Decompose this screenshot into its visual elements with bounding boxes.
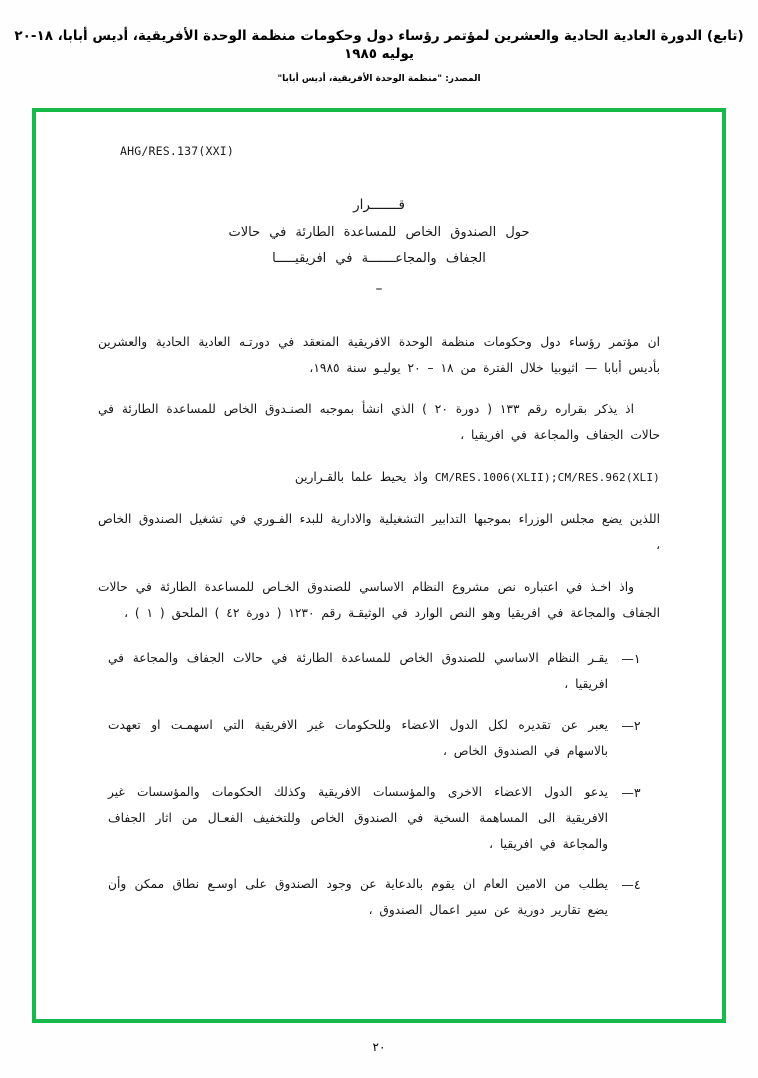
list-item xyxy=(108,713,654,765)
resolution-code: AHG/RES.137(XXI) xyxy=(120,144,234,158)
page-number: ٢٠ xyxy=(372,1040,386,1054)
list-item-text: يقـر النظام الاساسي للصندوق الخاص للمساعدة الطارئة في حالات الجفاف والمجاعة في افريقيا ، xyxy=(108,651,608,692)
content-inner xyxy=(36,112,722,1019)
preamble-paragraph-4: اللذين يضع مجلس الوزراء بموجبها التدابير التشغيلية والادارية للبدء الفـوري في تشغيل الصندوق الخاص ، xyxy=(98,511,660,552)
content-frame xyxy=(32,108,726,1023)
list-item-text: يدعو الدول الاعضاء الاخرى والمؤسسات الافريقية وكذلك الحكومات والمؤسسات غير الافريقية الى المساهمة السخية في الصندوق الخاص وللتخفيف الفعـال من اثار الجفاف والمجاعة في افريقيا ، xyxy=(108,784,608,851)
preamble-paragraph-5: واذ اخـذ في اعتباره نص مشروع النظام الاساسي للصندوق الخـاص للمساعدة الطارئة في حالات الجفاف والمجاعة في افريقيا وهو النص الوارد في الوثيقـة رقم ١٢٣٠ ( دورة ٤٢ ) الملحق ( ١ ) ، xyxy=(98,579,660,620)
document-title-divider: – xyxy=(375,280,383,297)
document-title-line-2: حول الصندوق الخاص للمساعدة الطارئة في حالات xyxy=(228,224,530,240)
list-item xyxy=(108,872,654,924)
list-item-marker: ١— xyxy=(621,651,641,667)
council-resolution-codes: CM/RES.1006(XLII);CM/RES.962(XLI) xyxy=(434,471,660,485)
preamble-paragraph-3-wrap xyxy=(98,465,660,491)
header-title: (تابع) الدورة العادية الحادية والعشرين لمؤتمر رؤساء دول وحكومات منظمة الوحدة الأفريقية، أديس أبابا، ١٨-٢٠ يوليه ١٩٨٥ xyxy=(14,28,744,62)
document-title-line-3: الجفاف والمجاعـــــــة في افريقيـــــا xyxy=(272,251,486,267)
list-item-text: يعبر عن تقديره لكل الدول الاعضاء وللحكومات غير الافريقية التي اسهمـت او تعهدت بالاسهام في الصندوق الخاص ، xyxy=(108,718,608,758)
list-item-text: يطلب من الامين العام ان يقوم بالدعاية عن وجود الصندوق على اوسـع نطاق ممكن وأن يضع تقارير دورية عن سير اعمال الصندوق ، xyxy=(108,877,608,918)
list-item-marker: ٣— xyxy=(621,784,641,800)
preamble-paragraph-1: ان مؤتمر رؤساء دول وحكومات منظمة الوحدة الافريقية المنعقد في دورتـه العادية الحادية والعشرين بأديس أبابا — اثيوبيا خلال الفترة من ١٨ – ٢٠ يوليـو سنة ١٩٨٥، xyxy=(98,334,660,375)
list-item-marker: ٢— xyxy=(621,718,641,734)
page-header xyxy=(0,28,758,84)
preamble-paragraph-3: واذ يحيط علما بالقـرارين xyxy=(294,470,428,485)
document-body xyxy=(80,330,678,924)
list-item-marker: ٤— xyxy=(621,877,641,893)
document-title-block xyxy=(80,192,678,304)
list-item xyxy=(108,646,654,698)
preamble-paragraph-2: اذ يذكر بقراره رقم ١٣٣ ( دورة ٢٠ ) الذي انشأ بموجبه الصنـدوق الخاص للمساعدة الطارئة في حالات الجفاف والمجاعة في افريقيا ، xyxy=(98,402,660,443)
list-item xyxy=(108,780,654,858)
document-title-line-1: قـــــــرار xyxy=(353,197,405,213)
operative-paragraph-list xyxy=(98,646,660,924)
header-source: المصدر: "منظمة الوحدة الأفريقية، أديس أبابا" xyxy=(277,74,481,85)
